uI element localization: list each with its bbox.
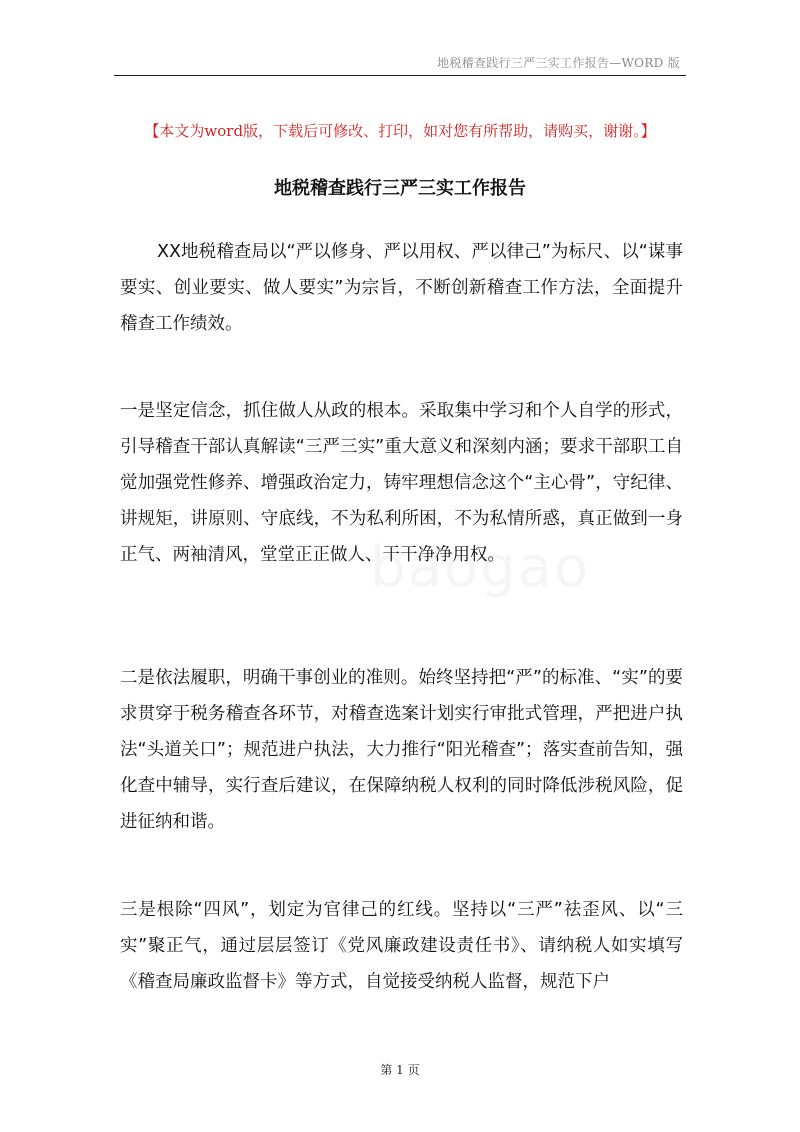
paragraph-three: 三是根除“四风”，划定为官律己的红线。坚持以“三严”祛歪风、以“三实”聚正气，通过层层签订《党风廉政建设责任书》、请纳税人如实填写《稽查局廉政监督卡》等方式，自觉接受纳税人监督，规范下户 xyxy=(120,900,683,992)
page-header-title: 地税稽查践行三严三实工作报告—WORD 版 xyxy=(437,56,680,70)
header-divider xyxy=(114,75,686,76)
paragraph-two: 二是依法履职，明确干事创业的准则。始终坚持把“严”的标准、“实”的要求贯穿于税务稽查各环节，对稽查选案计划实行审批式管理，严把进户执法“头道关口”；规范进户执法，大力推行“阳光稽查”；落实查前告知，强化查中辅导，实行查后建议，在保障纳税人权利的同时降低涉税风险，促进征纳和谐。 xyxy=(120,668,683,832)
paragraph-intro: XX地税稽查局以“严以修身、严以用权、严以律己”为标尺、以“谋事要实、创业要实、做人要实”为宗旨，不断创新稽查工作方法，全面提升稽查工作绩效。 xyxy=(120,242,683,334)
paragraph-one: 一是坚定信念，抓住做人从政的根本。采取集中学习和个人自学的形式，引导稽查干部认真解读“三严三实”重大意义和深刻内涵；要求干部职工自觉加强党性修养、增强政治定力，铸牢理想信念这个“主心骨”，守纪律、讲规矩，讲原则、守底线，不为私利所困，不为私情所惑，真正做到一身正气、两袖清风，堂堂正正做人、干干净净用权。 xyxy=(120,401,683,565)
watermark xyxy=(370,535,590,600)
purchase-notice: 【本文为word版，下载后可修改、打印，如对您有所帮助，请购买，谢谢。】 xyxy=(144,122,656,140)
document-title: 地税稽查践行三严三实工作报告 xyxy=(274,178,526,199)
page-number: 第 1 页 xyxy=(380,1063,420,1077)
